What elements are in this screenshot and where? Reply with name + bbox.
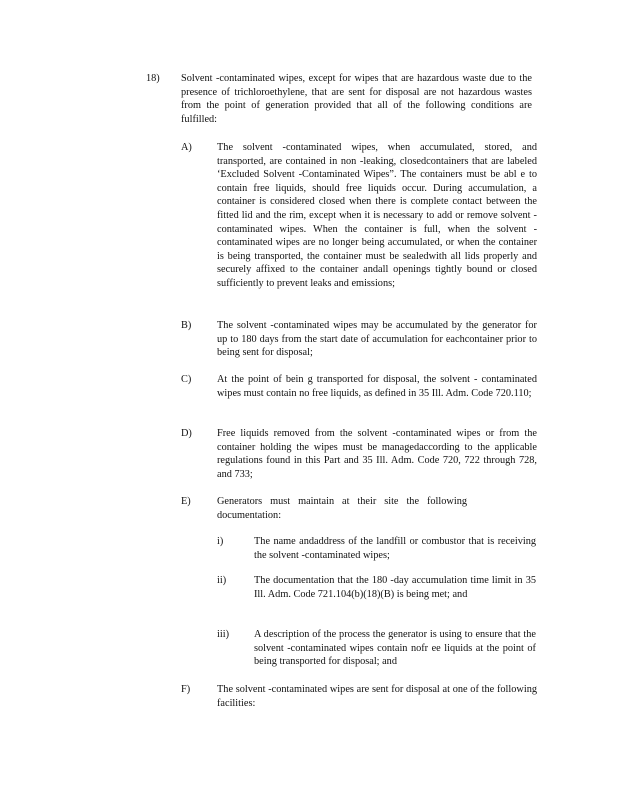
condition-b-text: The solvent -contaminated wipes may be accumulated by the generator for up to 180 days from the start date of accumulation for eachcontainer prior to being sent for disposal;: [217, 320, 537, 359]
condition-d-label: D): [181, 428, 192, 439]
documentation-iii-label: iii): [217, 629, 230, 640]
condition-f-text: The solvent -contaminated wipes are sent for disposal at one of the following facilities:: [217, 684, 537, 709]
condition-c-label: C): [181, 374, 192, 385]
condition-b-label: B): [181, 320, 192, 331]
item-text: Solvent -contaminated wipes, except for wipes that are hazardous waste due to the presence of trichloroethylene, that are sent for disposal are not hazardous wastes from the point of generation provided that all of the following conditions are fulfilled:: [181, 73, 532, 125]
documentation-ii-text: The documentation that the 180 -day accumulation time limit in 35 Ill. Adm. Code 721.104(b)(18)(B) is being met; and: [254, 575, 536, 600]
documentation-iii-text: A description of the process the generator is using to ensure that the solvent -contaminated wipes contain nofr ee liquids at the point of being transported for disposal; and: [254, 629, 536, 668]
condition-e-label: E): [181, 496, 191, 507]
condition-c-text: At the point of bein g transported for disposal, the solvent - contaminated wipes must contain no free liquids, as defined in 35 Ill. Adm. Code 720.110;: [217, 374, 537, 399]
condition-a-text: The solvent -contaminated wipes, when accumulated, stored, and transported, are contained in non -leaking, closedcontainers that are labeled ‘Excluded Solvent -Contaminated Wipes”. The containers must be abl e to contain free liquids, should free liquids occur. During accumulation, a container is considered closed when there is complete contact between the fitted lid and the rim, except when it is necessary to add or remove solvent -contaminated wipes. When the container is full, when the solvent -contaminated wipes are no longer being accumulated, or when the container is being transported, the container must be sealedwith all lids properly and securely affixed to the container andall openings tightly bound or closed sufficiently to prevent leaks and emissions;: [217, 142, 537, 289]
condition-e-text: Generators must maintain at their site the following documentation:: [217, 496, 467, 521]
item-number: 18): [146, 73, 160, 84]
condition-f-label: F): [181, 684, 191, 695]
condition-d-text: Free liquids removed from the solvent -contaminated wipes or from the container holding the wipes must be managedaccording to the applicable regulations found in this Part and 35 Ill. Adm. Code 720, 722 through 728, and 733;: [217, 428, 537, 480]
documentation-ii-label: ii): [217, 575, 227, 586]
condition-a-label: A): [181, 142, 192, 153]
documentation-i-label: i): [217, 536, 224, 547]
documentation-i-text: The name andaddress of the landfill or combustor that is receiving the solvent -contaminated wipes;: [254, 536, 536, 561]
